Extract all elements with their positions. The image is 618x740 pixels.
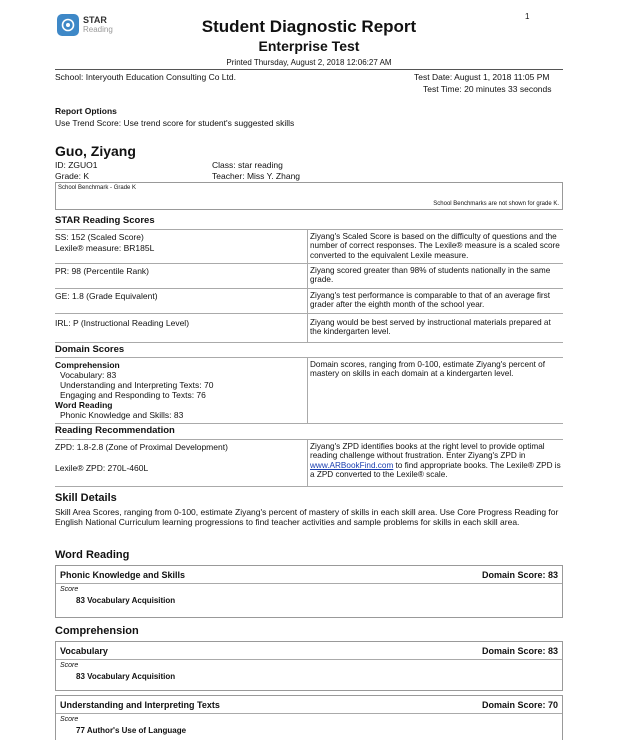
sub-head bbox=[56, 566, 562, 584]
sub-body bbox=[56, 660, 562, 683]
benchmark-box bbox=[55, 182, 563, 210]
divider bbox=[55, 357, 563, 358]
comprehension-heading: Comprehension bbox=[55, 625, 139, 637]
test-date: Test Date: August 1, 2018 11:05 PM bbox=[414, 72, 550, 82]
test-time: Test Time: 20 minutes 33 seconds bbox=[423, 84, 552, 94]
skill-box-title: Vocabulary bbox=[60, 645, 108, 656]
divider bbox=[55, 313, 563, 314]
domain-scores-desc: Domain scores, ranging from 0-100, estimate Ziyang's percent of mastery on skills in each domain at a kindergarten level. bbox=[310, 360, 546, 379]
vocabulary-score: Vocabulary: 83 bbox=[60, 370, 117, 380]
divider bbox=[55, 423, 563, 424]
report-options-text: Use Trend Score: Use trend score for student's suggested skills bbox=[55, 118, 295, 128]
phonic-score: Phonic Knowledge and Skills: 83 bbox=[60, 410, 184, 420]
skill-name: Vocabulary Acquisition bbox=[87, 672, 176, 681]
grade-equivalent: GE: 1.8 (Grade Equivalent) bbox=[55, 291, 158, 301]
zpd: ZPD: 1.8-2.8 (Zone of Proximal Development) bbox=[55, 442, 228, 452]
skill-name: Vocabulary Acquisition bbox=[87, 596, 176, 605]
sub-body bbox=[56, 584, 562, 607]
skill-box-title: Phonic Knowledge and Skills bbox=[60, 569, 186, 580]
school-name: School: Interyouth Education Consulting Co Ltd. bbox=[55, 72, 236, 82]
skill-details-heading: Skill Details bbox=[55, 492, 117, 504]
scaled-score: SS: 152 (Scaled Score) bbox=[55, 232, 144, 242]
skill-details-text: Skill Area Scores, ranging from 0-100, estimate Ziyang's percent of mastery of skills in each skill area. Use Core Progress Reading for English National Curriculum learning progressions to find teacher activities and sample problems for skills in each skill area. bbox=[55, 507, 559, 528]
skill-box-understanding bbox=[55, 695, 563, 740]
percentile-rank: PR: 98 (Percentile Rank) bbox=[55, 266, 150, 276]
page-number: 1 bbox=[525, 12, 530, 21]
scaled-score-desc: Ziyang's Scaled Score is based on the difficulty of questions and the number of correct responses. The Lexile® measure is a scaled score converted to the equivalent Lexile measure. bbox=[310, 232, 560, 260]
skill-box-phonic bbox=[55, 565, 563, 618]
reading-rec-desc bbox=[310, 442, 562, 480]
lexile-measure: Lexile® measure: BR185L bbox=[55, 243, 155, 253]
sub-head bbox=[56, 642, 562, 660]
report-subtitle: Enterprise Test bbox=[258, 38, 360, 54]
student-name: Guo, Ziyang bbox=[55, 143, 136, 159]
column-divider bbox=[307, 439, 308, 486]
skill-box-domain-score: Domain Score: 83 bbox=[481, 645, 558, 656]
student-grade: Grade: K bbox=[55, 171, 90, 181]
skill-box-title: Understanding and Interpreting Texts bbox=[60, 699, 220, 710]
student-class: Class: star reading bbox=[212, 160, 283, 170]
percentile-rank-desc: Ziyang scored greater than 98% of students nationally in the same grade. bbox=[310, 266, 551, 285]
logo-brand: STAR bbox=[83, 15, 107, 25]
student-id: ID: ZGUO1 bbox=[55, 160, 98, 170]
sub-body bbox=[56, 714, 562, 737]
star-scores-heading: STAR Reading Scores bbox=[55, 215, 155, 226]
skill-score: 83 bbox=[76, 672, 85, 681]
divider bbox=[55, 229, 563, 230]
skill-box-domain-score: Domain Score: 70 bbox=[481, 699, 558, 710]
understanding-score: Understanding and Interpreting Texts: 70 bbox=[60, 380, 214, 390]
domain-scores-heading: Domain Scores bbox=[55, 344, 125, 355]
skill-score: 83 bbox=[76, 596, 85, 605]
divider bbox=[55, 263, 563, 264]
score-label: Score bbox=[60, 586, 79, 593]
header-rule bbox=[55, 69, 563, 70]
divider bbox=[55, 288, 563, 289]
score-row bbox=[60, 672, 558, 681]
lexile-zpd: Lexile® ZPD: 270L-460L bbox=[55, 463, 149, 473]
score-row bbox=[60, 596, 558, 605]
comprehension-label: Comprehension bbox=[55, 360, 120, 370]
grade-equivalent-desc: Ziyang's test performance is comparable to that of an average first grader after the eighth month of the school year. bbox=[310, 291, 551, 310]
score-label: Score bbox=[60, 662, 79, 669]
reading-rec-desc-pre: Ziyang's ZPD identifies books at the right level to provide optimal reading challenge without frustration. Enter Ziyang's ZPD in bbox=[310, 442, 545, 461]
report-title: Student Diagnostic Report bbox=[201, 17, 417, 36]
student-teacher: Teacher: Miss Y. Zhang bbox=[212, 171, 301, 181]
column-divider bbox=[307, 229, 308, 343]
word-reading-heading: Word Reading bbox=[55, 549, 130, 561]
reading-rec-heading: Reading Recommendation bbox=[55, 425, 175, 436]
skill-score: 77 bbox=[76, 726, 85, 735]
engaging-score: Engaging and Responding to Texts: 76 bbox=[60, 390, 206, 400]
divider bbox=[55, 439, 563, 440]
score-row bbox=[60, 726, 558, 735]
benchmark-note: School Benchmarks are not shown for grade K. bbox=[433, 201, 559, 207]
reading-rec-desc-post: to find appropriate books. The Lexile® ZPD is a ZPD converted to the Lexile® scale. bbox=[310, 460, 561, 480]
divider bbox=[55, 342, 563, 343]
sub-head bbox=[56, 696, 562, 714]
column-divider bbox=[307, 357, 308, 423]
score-label: Score bbox=[60, 716, 79, 723]
instructional-reading-level: IRL: P (Instructional Reading Level) bbox=[55, 318, 190, 328]
skill-box-vocabulary bbox=[55, 641, 563, 691]
benchmark-label: School Benchmark - Grade K bbox=[58, 185, 137, 191]
divider bbox=[55, 486, 563, 487]
irl-desc: Ziyang would be best served by instructional materials prepared at the kindergarten level. bbox=[310, 318, 551, 337]
word-reading-label: Word Reading bbox=[55, 400, 113, 410]
arbookfind-link[interactable]: www.ARBookFind.com bbox=[310, 460, 394, 470]
printed-timestamp: Printed Thursday, August 2, 2018 12:06:27 AM bbox=[226, 58, 392, 67]
logo-sub: Reading bbox=[83, 25, 113, 34]
skill-name: Author's Use of Language bbox=[86, 726, 187, 735]
report-options-heading: Report Options bbox=[55, 106, 117, 116]
skill-box-domain-score: Domain Score: 83 bbox=[481, 569, 558, 580]
